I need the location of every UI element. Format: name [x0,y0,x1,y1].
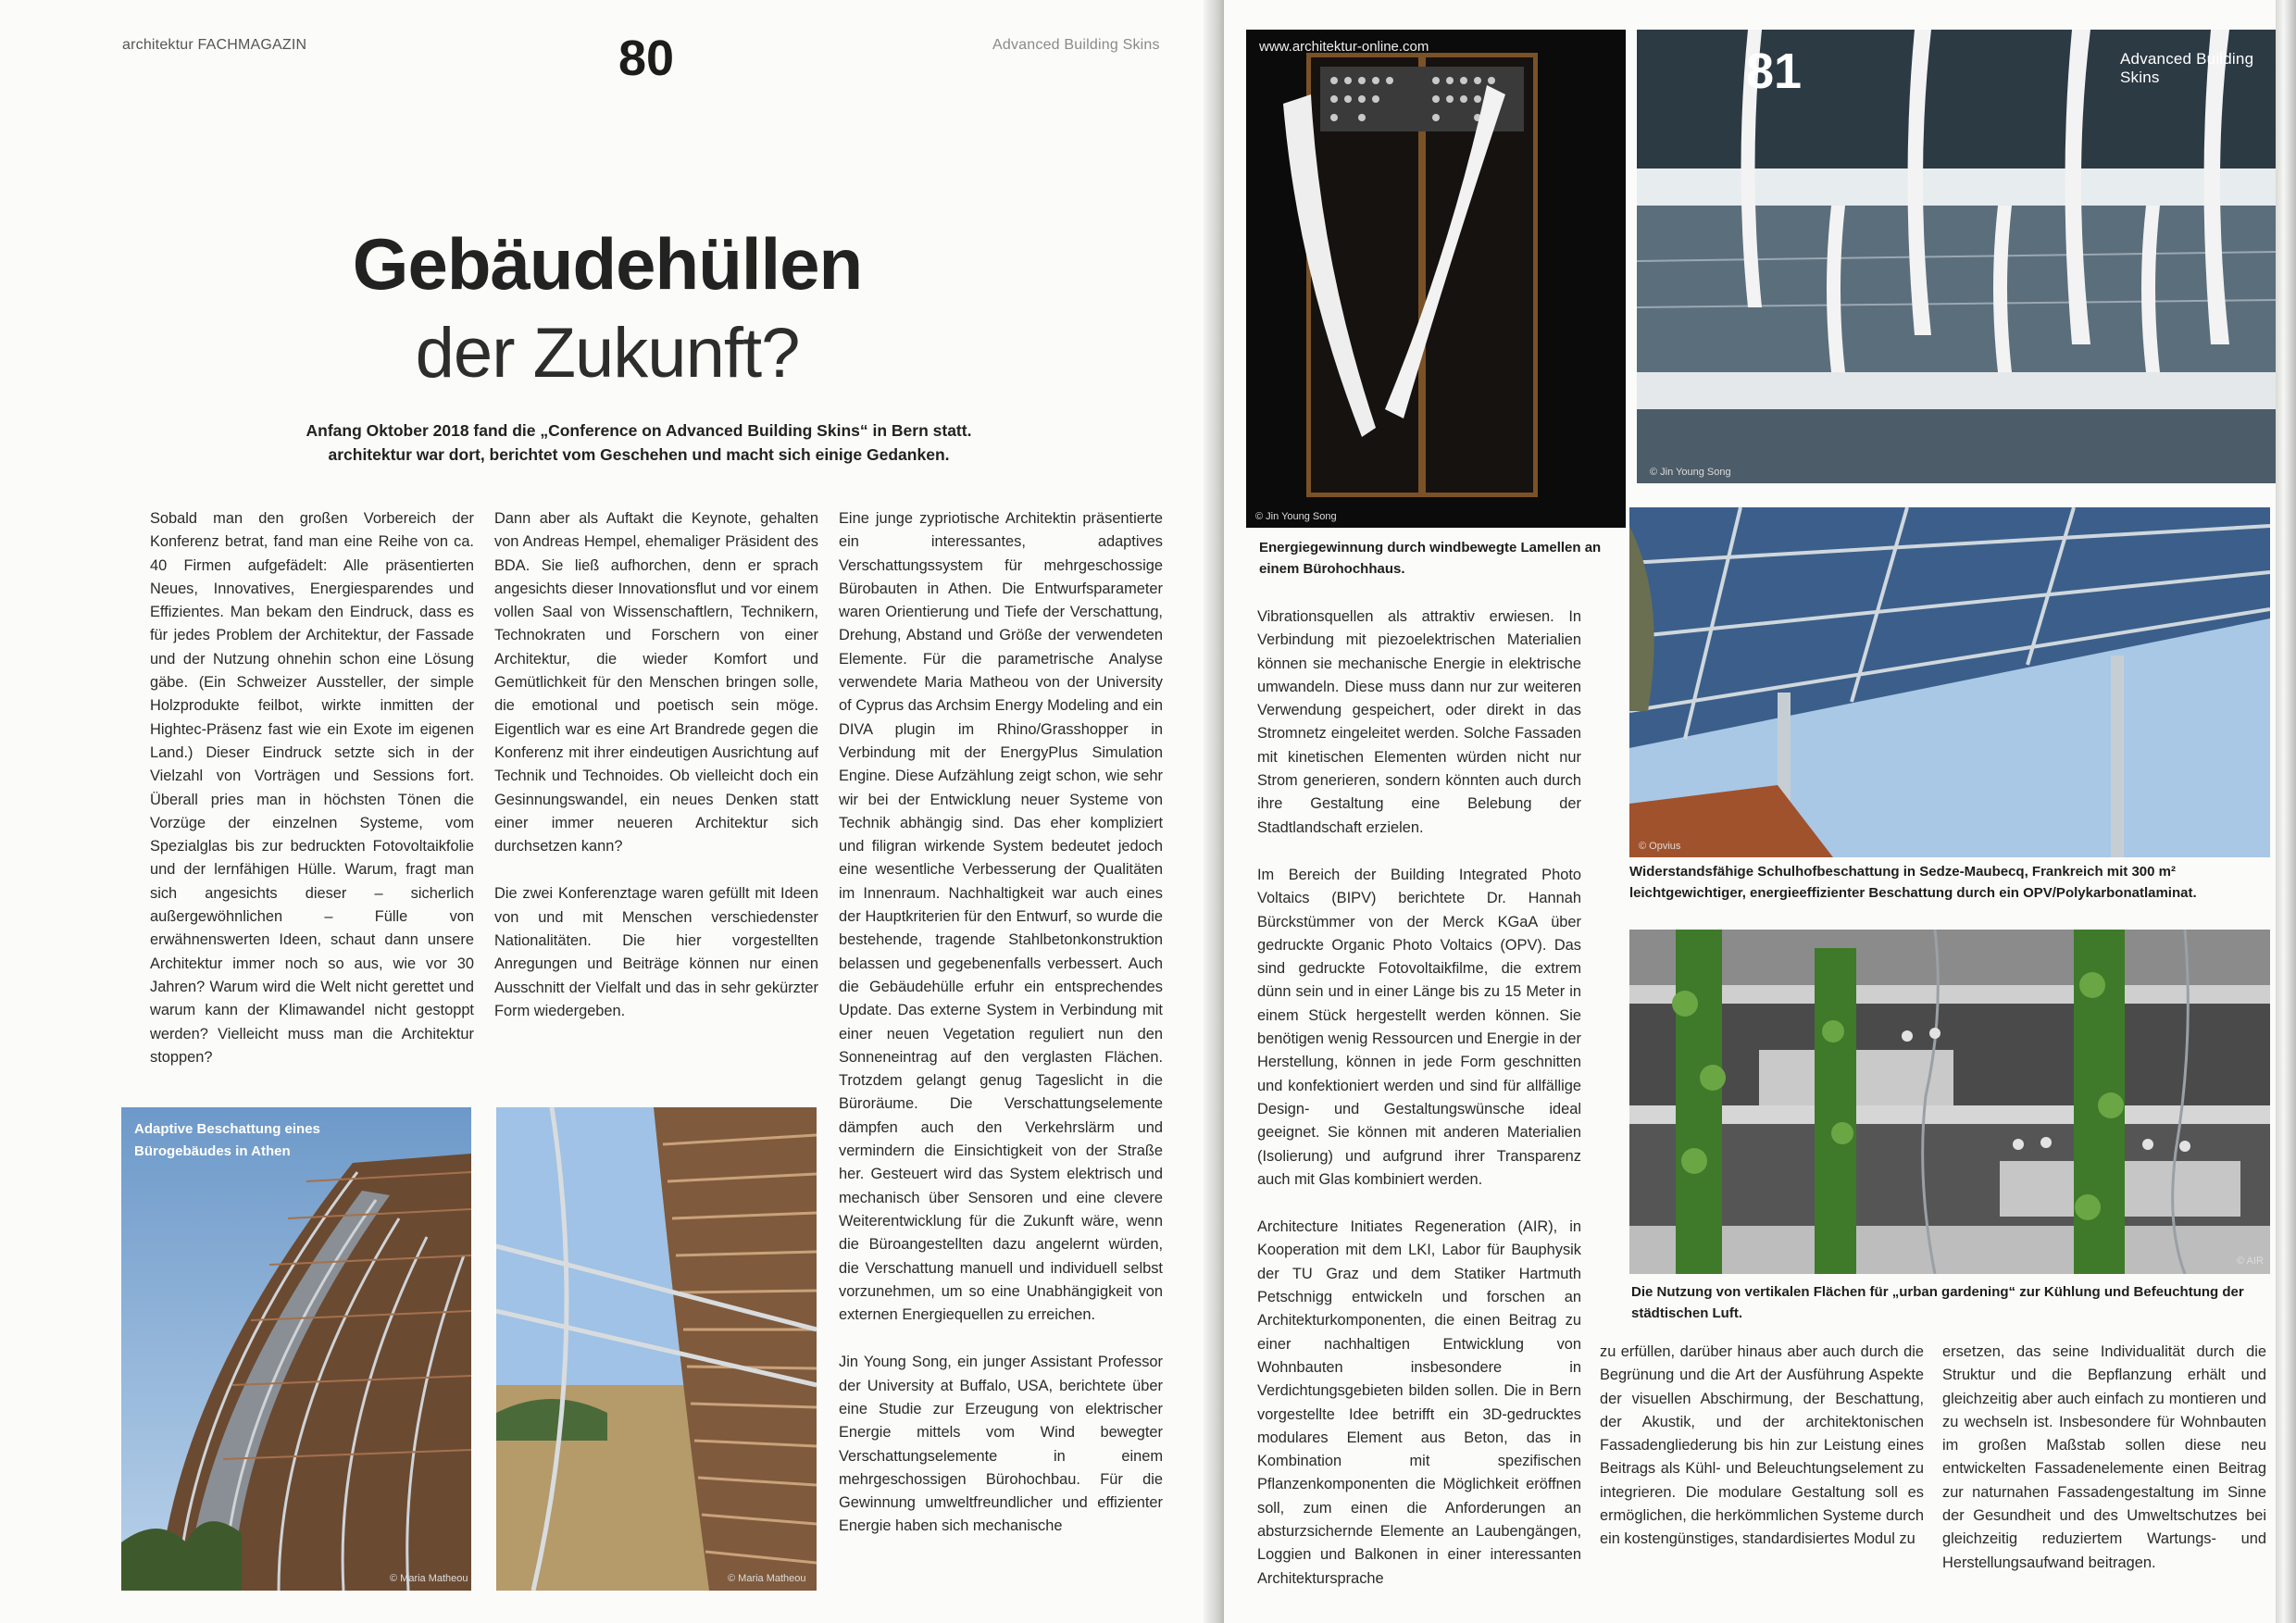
page-edge [2276,0,2296,1623]
paragraph: zu erfüllen, darüber hinaus aber auch durch die Begrünung und die Art der Ausführung Aspekte der visuellen Abschirmung, der Beschattung, der Akustik, und der architektonischen Fassadengliederung bis hin zur Leistung eines Beitrags als Kühl- und Beleuchtungselement zu integrieren. Die modulare Gestaltung soll es ermöglichen, die herkömmlichen Systeme durch ein kostengünstiges, standardisiertes Modul zu [1600,1343,1924,1548]
photo-credit: © Maria Matheou [728,1573,806,1584]
right-page [1224,0,2296,1623]
article-lead: Anfang Oktober 2018 fand die „Conference on Advanced Building Skins“ in Bern statt. architektur war dort, berichtet vom Geschehen und macht sich einige Gedanken. [306,421,972,464]
photo-wind-lamellas [1246,30,1626,528]
page-number-left: 80 [618,31,675,86]
article-title: Gebäudehüllen [352,223,863,305]
photo-caption: Energiegewinnung durch windbewegte Lamellen an einem Bürohochhaus. [1259,540,1602,577]
photo-urban-gardening [1629,930,2270,1274]
photo-caption: Widerstandsfähige Schulhofbeschattung in Sedze-Maubecq, Frankreich mit 300 m² leichtgewichtiger, energieeffizienter Beschattung durch ein OPV/Polykarbonatlaminat. [1629,864,2197,901]
paragraph: Sobald man den großen Vorbereich der Konferenz betrat, fand man eine Reihe von ca. 40 Firmen aufgefädelt: Alle präsentierten Neues, Innovatives, Energiesparendes und Effizientes. Man bekam den Eindruck, dass es für jedes Problem der Architektur, der Fassade und der Nutzung ohnehin schon eine Lösung gäbe. (Ein Schweizer Aussteller, der simple Holzprodukte feilbot, wirkte inmitten der Hightec-Präsenz fast wie ein Exote im eigenen Land.) Dieser Eindruck setzte sich in der Vielzahl von Vorträgen und Sessions fort. Überall pries man in höchsten Tönen die Vorzüge der einzelnen Systeme, vom Spezialglas bis zur bedruckten Fotovoltaikfolie und der lernfähigen Hülle. Warum, fragt man sich angesichts dieser – sicherlich außergewöhnlichen – Fülle von erwähnenswerten Ideen, schaut dann unsere Architektur immer noch so aus, wie vor 30 Jahren? Warum wird die Welt nicht gerettet und warum kann der Klimawandel nicht gestoppt werden? Vielleicht muss man die Architektur stoppen? [150,510,474,1066]
photo-credit: © Jin Young Song [1255,511,1337,522]
text-column-2 [494,507,818,1047]
paragraph: Jin Young Song, ein junger Assistant Professor der University at Buffalo, USA, berichtete über eine Studie zur Erzeugung von elektrischer Energie mittels vom Wind bewegter Verschattungselemente in einem mehrgeschossigen Bürohochbau. Für die Gewinnung umweltfreundlicher und effizienter Energie haben sich mechanische [839,1354,1163,1535]
section-title-right: Advanced Building Skins [2120,50,2254,86]
paragraph: ersetzen, das seine Individualität durch die Struktur und die Bepflanzung erhält und gleichzeitig aber auch einfach zu montieren und zu wechseln ist. Insbesondere für Wohnbauten im großen Maßstab sollen diese neu entwickelten Fassadenelemente einen Beitrag zur naturnahen Fassadengestaltung im Sinne der Gesundheit und des Umweltschutzes bei gleichzeitig reduziertem Wartungs- und Herstellungsaufwand beitragen. [1942,1343,2266,1571]
article-subtitle: der Zukunft? [415,314,800,393]
photo-schoolyard-shading [1629,507,2270,857]
paragraph: Eine junge zypriotische Architektin präsentierte ein interessantes, adaptives Verschattungssystem für mehrgeschossige Bürobauten in Athen. Die Entwurfsparameter waren Orientierung und Tiefe der Verschattung, Drehung, Abstand und Größe der verwendeten Elemente. Für die parametrische Analyse verwendete Maria Matheou von der University of Cyprus das Archsim Energy Modeling and ein DIVA plugin im Rhino/Grasshopper in Verbindung mit der EnergyPlus Simulation Engine. Diese Aufzählung zeigt schon, wie sehr wir bei der Entwicklung neuer Systeme von Technik abhängig sind. Das eher kompliziert und filigran wirkende System bedeutet jedoch eine wesentliche Verbesserung der Qualitäten im Innenraum. Nachhaltigkeit war auch eines der Hauptkriterien für den Entwurf, so wurde die bestehende, tragende Stahlbetonkonstruktion belassen und gegebenenfalls verbessert. Auch die Gebäudehülle erfuhr ein entsprechendes Update. Das externe System in Verbindung mit einer neuen Vegetation reguliert nun den Sonneneintrag auf den verglasten Flächen. Trotzdem gelangt genug Tageslicht in die Büroräume. Die Verschattungselemente dämpfen auch den Verkehrslärm und vermindern die Einsichtigkeit von der Straße her. Gesteuert wird das System elektrisch und mechanisch über Sensoren und eine clevere Weiterentwicklung für die Zukunft wäre, wenn die Büroangestellten dazu angelernt würden, die Verschattung manuell und individuell selbst vorzunehmen, um so eine Unabhängigkeit von externen Energiequellen zu erreichen. [839,510,1163,1324]
photo-caption: Die Nutzung von vertikalen Flächen für „urban gardening“ zur Kühlung und Befeuchtung der städtischen Luft. [1631,1284,2244,1321]
photo-credit: © Maria Matheou [390,1573,468,1584]
text-column-r1 [1257,606,1581,1615]
photo-credit: © Opvius [1639,841,1681,852]
website-url: www.architektur-online.com [1259,39,1429,55]
photo-athens-lamellas [496,1107,817,1591]
paragraph: Dann aber als Auftakt die Keynote, gehalten von Andreas Hempel, ehemaliger Präsident des BDA. Sie ließ aufhorchen, denn er sprach angesichts dieser Innovationsflut und vor einem vollen Saal von Wissenschaftlern, Technikern, Technokraten und Forschern von einer Architektur, die wieder Komfort und Gemütlichkeit für den Menschen bringen solle, die emotional und poetisch sein möge. Eigentlich war es eine Art Brandrede gegen die Konferenz mit ihrer eindeutigen Ausrichtung auf Technik und Technoides. Ob vielleicht doch ein Gesinnungswandel, ein neues Denken statt einer immer neueren Architektur sich durchsetzen kann? [494,510,818,855]
photo-caption: Adaptive Beschattung eines Bürogebäudes in Athen [134,1121,320,1159]
paragraph: Vibrationsquellen als attraktiv erwiesen. In Verbindung mit piezoelektrischen Materialien können sie mechanische Energie in elektrische umwandeln. Diese muss dann nur zur weiteren Verwendung gespeichert, oder direkt in das Stromnetz eingeleitet werden. Solche Fassaden mit kinetischen Elementen würden nicht nur Strom generieren, sondern könnten auch durch ihre Gestaltung eine Belebung der Stadtlandschaft erzielen. [1257,608,1581,836]
text-column-r2 [1600,1341,1924,1576]
text-column-r3 [1942,1341,2266,1599]
photo-credit: © AIR [2237,1255,2264,1267]
magazine-name: architektur FACHMAGAZIN [122,37,307,53]
text-column-1 [150,507,474,1093]
photo-office-lamellas [1637,30,2276,483]
page-number-right: 81 [1746,44,1803,99]
section-title-left: Advanced Building Skins [992,37,1160,53]
paragraph: Die zwei Konferenztage waren gefüllt mit Ideen von und mit Menschen verschiedenster Nationalitäten. Die hier vorgestellten Anregungen und Beiträge können nur einen Ausschnitt der Vielfalt und das in sehr gekürzter Form wiedergeben. [494,885,818,1019]
text-column-3 [839,507,1163,1563]
paragraph: Architecture Initiates Regeneration (AIR), in Kooperation mit dem LKI, Labor für Bauphysik der TU Graz und dem Statiker Hartmuth Petschnigg entwickeln und forschen an Architekturkomponenten, die einen Beitrag zu einer nachhaltigen Entwicklung von Wohnbauten insbesondere in Verdichtungsgebieten bilden sollen. Die in Bern vorgestellte Idee betrifft ein 3D-gedrucktes modulares Element aus Beton, das in Kombination mit spezifischen Pflanzenkomponenten die Möglichkeit eröffnen soll, zum einen die Anforderungen an absturzsichernde Elemente an Laubengängen, Loggien und Balkonen in einer interessanten Architektursprache [1257,1218,1581,1587]
photo-credit: © Jin Young Song [1650,467,1731,478]
photo-athens-facade [121,1107,471,1591]
paragraph: Im Bereich der Building Integrated Photo Voltaics (BIPV) berichtete Dr. Hannah Bürckstümmer von der Merck KGaA über gedruckte Organic Photo Voltaics (OPV). Das sind gedruckte Fotovoltaikfilme, die extrem dünn sein und in einer Länge bis zu 15 Meter in einem Stück hergestellt werden können. Sie benötigen wenig Ressourcen und Energie in der Herstellung, können in jede Form geschnitten und konfektioniert werden und sind für allfällige Design- und Gestaltungswünsche ideal geeignet. Sie können mit anderen Materialien (Isolierung) und aufgrund ihrer Transparenz auch mit Glas kombiniert werden. [1257,866,1581,1188]
